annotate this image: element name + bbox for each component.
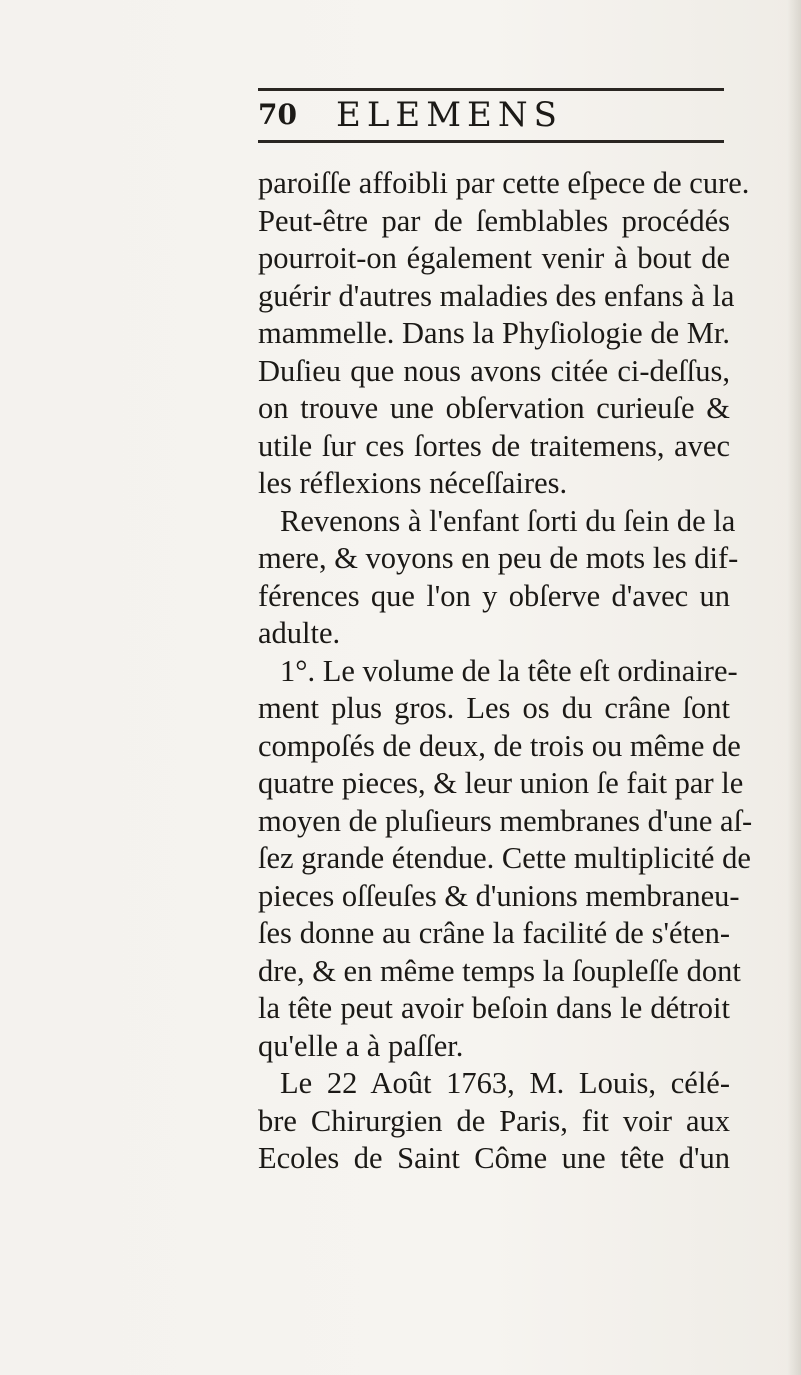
text-line: ſez grande étendue. Cette multiplicité de (258, 841, 751, 875)
page-edge-shadow (787, 0, 801, 1375)
paragraph-4 (258, 1065, 730, 1178)
text-line: la tête peut avoir beſoin dans le détroit (258, 991, 730, 1025)
text-line: Revenons à l'enfant ſorti du ſein de la (280, 503, 736, 538)
text-line: ment plus gros. Les os du crâne ſont (258, 691, 730, 725)
text-line: mere, & voyons en peu de mots les dif- (258, 541, 739, 575)
text-line: Peut-être par de ſemblables procédés (258, 203, 730, 238)
text-line: moyen de pluſieurs membranes d'une aſ- (258, 803, 753, 838)
text-line: Le 22 Août 1763, M. Louis, célé- (280, 1066, 730, 1100)
text-line: quatre pieces, & leur union ſe fait par le (258, 766, 744, 800)
text-line: mammelle. Dans la Phyſiologie de Mr. (258, 316, 730, 350)
text-line: bre Chirurgien de Paris, fit voir aux (258, 1103, 730, 1138)
text-line: utile ſur ces ſortes de traitemens, avec (258, 428, 730, 463)
text-line: qu'elle a à paſſer. (258, 1028, 464, 1063)
text-line: compoſés de deux, de trois ou même de (258, 728, 741, 763)
running-head: ELEMENS (336, 95, 563, 135)
header-rule-bottom (258, 140, 724, 143)
text-line: dre, & en même temps la ſoupleſſe dont (258, 953, 741, 988)
text-line: ſes donne au crâne la facilité de s'éten- (258, 916, 730, 950)
body-text (258, 165, 753, 1178)
text-line: 1°. Le volume de la tête eſt ordinaire- (280, 653, 738, 688)
text-line: Ecoles de Saint Côme une tête d'un (258, 1141, 730, 1175)
page-number: 70 (258, 98, 297, 131)
text-line: paroiſſe affoibli par cette eſpece de cure. (258, 166, 750, 200)
text-line: pourroit-on également venir à bout de (258, 241, 730, 275)
text-line: on trouve une obſervation curieuſe & (258, 391, 730, 425)
text-line: les réflexions néceſſaires. (258, 466, 568, 500)
paragraph-2 (258, 503, 739, 653)
paragraph-1 (258, 165, 750, 503)
header-rule-top (258, 88, 724, 91)
text-line: pieces oſſeuſes & d'unions membraneu- (258, 878, 740, 913)
text-line: guérir d'autres maladies des enfans à la (258, 278, 735, 313)
page-header (258, 88, 724, 148)
paragraph-3 (258, 653, 753, 1066)
text-line: Duſieu que nous avons citée ci-deſſus, (258, 353, 730, 388)
text-line: férences que l'on y obſerve d'avec un (258, 578, 730, 613)
text-line: adulte. (258, 616, 341, 650)
